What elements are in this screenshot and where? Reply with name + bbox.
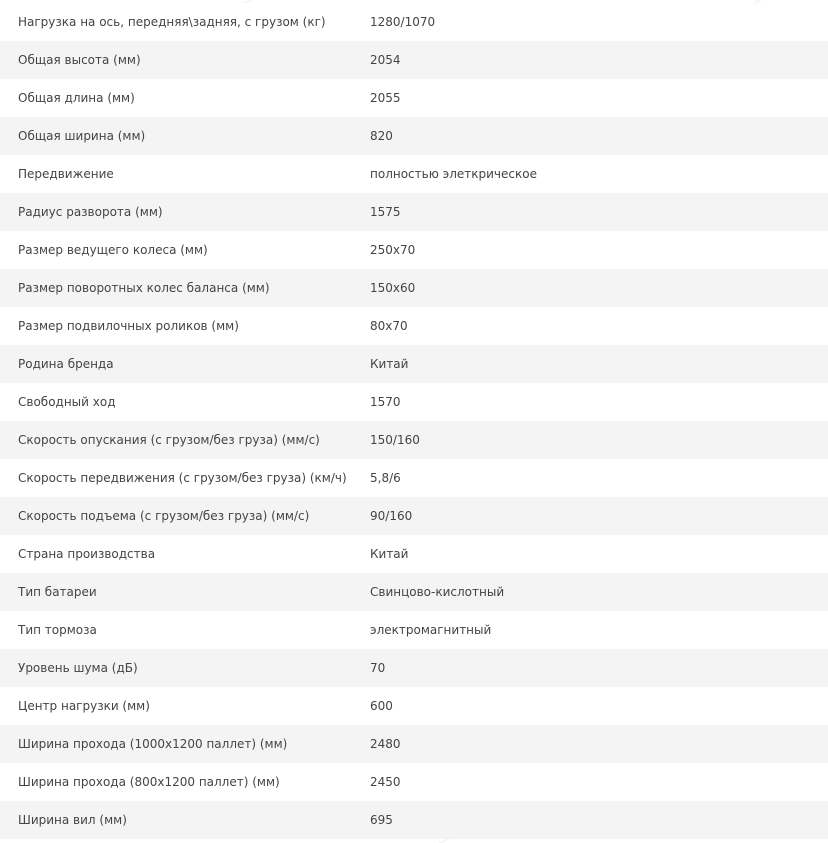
spec-name: Размер ведущего колеса (мм) (18, 243, 208, 257)
spec-row (0, 383, 828, 421)
spec-name: Ширина прохода (800x1200 паллет) (мм) (18, 775, 280, 789)
spec-row (0, 611, 828, 649)
spec-name: Тип тормоза (18, 623, 97, 637)
spec-row (0, 535, 828, 573)
spec-value: 150x60 (370, 281, 416, 295)
spec-name: Размер подвилочных роликов (мм) (18, 319, 239, 333)
spec-value: 250x70 (370, 243, 416, 257)
spec-row (0, 117, 828, 155)
spec-name: Уровень шума (дБ) (18, 661, 138, 675)
spec-name: Скорость опускания (с грузом/без груза) (мм/с) (18, 433, 320, 447)
spec-value: 820 (370, 129, 393, 143)
spec-name: Страна производства (18, 547, 156, 561)
spec-value: 600 (370, 699, 393, 713)
spec-row (0, 687, 828, 725)
spec-value: 150/160 (370, 433, 420, 447)
spec-name: Тип батареи (18, 585, 97, 599)
spec-row (0, 155, 828, 193)
spec-row (0, 41, 828, 79)
spec-value: Китай (370, 547, 409, 561)
spec-name: Общая высота (мм) (18, 53, 141, 67)
spec-row (0, 307, 828, 345)
spec-row (0, 725, 828, 763)
spec-value: 695 (370, 813, 393, 827)
spec-value: электромагнитный (370, 623, 492, 637)
spec-row (0, 345, 828, 383)
spec-row (0, 3, 828, 41)
spec-row (0, 573, 828, 611)
spec-name: Родина бренда (18, 357, 114, 371)
spec-row (0, 421, 828, 459)
spec-name: Нагрузка на ось, передняя\задняя, с грузом (кг) (18, 15, 326, 29)
spec-value: 2054 (370, 53, 401, 67)
spec-value: 1280/1070 (370, 15, 436, 29)
spec-row (0, 649, 828, 687)
spec-name: Свободный ход (18, 395, 116, 409)
specs-table (0, 3, 828, 839)
spec-row (0, 459, 828, 497)
spec-name: Общая длина (мм) (18, 91, 135, 105)
spec-name: Скорость передвижения (с грузом/без груза) (км/ч) (18, 471, 347, 485)
spec-row (0, 231, 828, 269)
spec-name: Скорость подъема (с грузом/без груза) (мм/с) (18, 509, 310, 523)
spec-value: 1570 (370, 395, 401, 409)
spec-value: Китай (370, 357, 409, 371)
spec-value: 2055 (370, 91, 401, 105)
spec-value: 2450 (370, 775, 401, 789)
spec-name: Передвижение (18, 167, 114, 181)
spec-value: 90/160 (370, 509, 413, 523)
spec-name: Общая ширина (мм) (18, 129, 146, 143)
spec-name: Ширина вил (мм) (18, 813, 127, 827)
spec-value: полностью элеткрическое (370, 167, 537, 181)
spec-name: Радиус разворота (мм) (18, 205, 163, 219)
spec-row (0, 79, 828, 117)
spec-row (0, 763, 828, 801)
spec-value: 5,8/6 (370, 471, 401, 485)
spec-value: Свинцово-кислотный (370, 585, 505, 599)
spec-name: Ширина прохода (1000x1200 паллет) (мм) (18, 737, 288, 751)
spec-row (0, 801, 828, 839)
spec-name: Центр нагрузки (мм) (18, 699, 150, 713)
spec-name: Размер поворотных колес баланса (мм) (18, 281, 270, 295)
spec-row (0, 193, 828, 231)
spec-value: 2480 (370, 737, 401, 751)
spec-value: 1575 (370, 205, 401, 219)
spec-row (0, 497, 828, 535)
spec-value: 70 (370, 661, 386, 675)
spec-row (0, 269, 828, 307)
spec-value: 80x70 (370, 319, 408, 333)
